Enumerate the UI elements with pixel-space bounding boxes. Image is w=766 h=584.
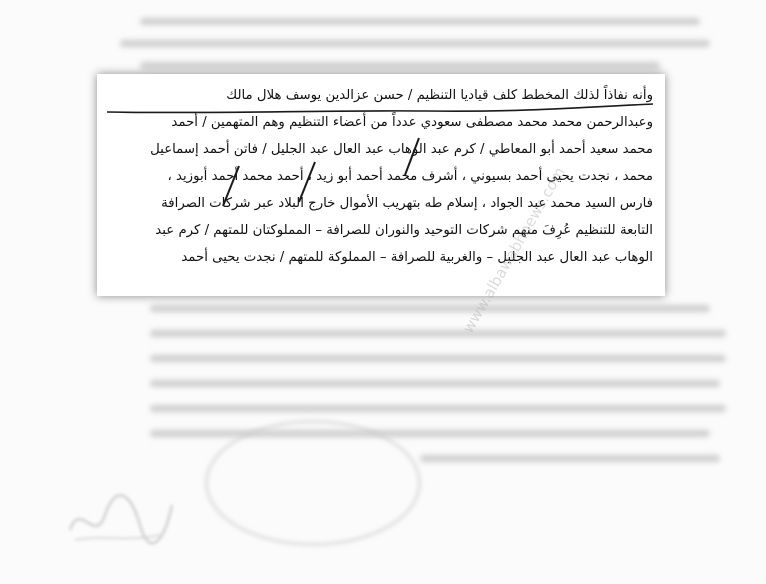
blurred-text-line	[120, 40, 710, 47]
excerpt-line: محمد سعيد أحمد أبو المعاطي / كرم عبد الوهاب عبد العال عبد الجليل / فاتن أحمد إسماعيل	[150, 142, 653, 157]
blurred-text-line	[150, 330, 726, 337]
blurred-text-line	[150, 355, 726, 362]
blurred-text-line	[420, 455, 720, 462]
blurred-text-line	[140, 18, 700, 25]
excerpt-line: محمد ، نجدت يحيى أحمد بسيوني ، أشرف محمد أحمد أبو زيد ، أحمد محمد أحمد أبوزيد ،	[167, 169, 653, 184]
excerpt-line: الوهاب عبد العال عبد الجليل – والغربية للصرافة – المملوكة للمتهم / نجدت يحيى أحمد	[181, 250, 653, 265]
excerpt-line: التابعة للتنظيم عُرِفَ منهم شركات التوحيد والنوران للصرافة – المملوكتان للمتهم / كرم عبد	[155, 223, 653, 238]
handwritten-signature	[60, 480, 180, 550]
excerpt-line: وأنه نفاذاً لذلك المخطط كلف قياديا التنظيم / حسن عزالدين يوسف هلال مالك	[226, 88, 653, 103]
blurred-text-line	[140, 62, 660, 69]
excerpt-line: وعبدالرحمن محمد محمد مصطفى سعودي عدداً من أعضاء التنظيم وهم المتهمين / أحمد	[171, 115, 653, 130]
official-stamp	[205, 420, 421, 546]
blurred-text-line	[150, 430, 710, 437]
excerpt-line: فارس السيد محمد عبد الجواد ، إسلام طه بتهريب الأموال خارج البلاد عبر شركات الصرافة	[161, 196, 653, 211]
highlighted-excerpt	[97, 74, 665, 337]
blurred-text-line	[150, 380, 720, 387]
blurred-text-line	[150, 405, 726, 412]
website-watermark: www.albawabhnews.com	[459, 163, 569, 337]
